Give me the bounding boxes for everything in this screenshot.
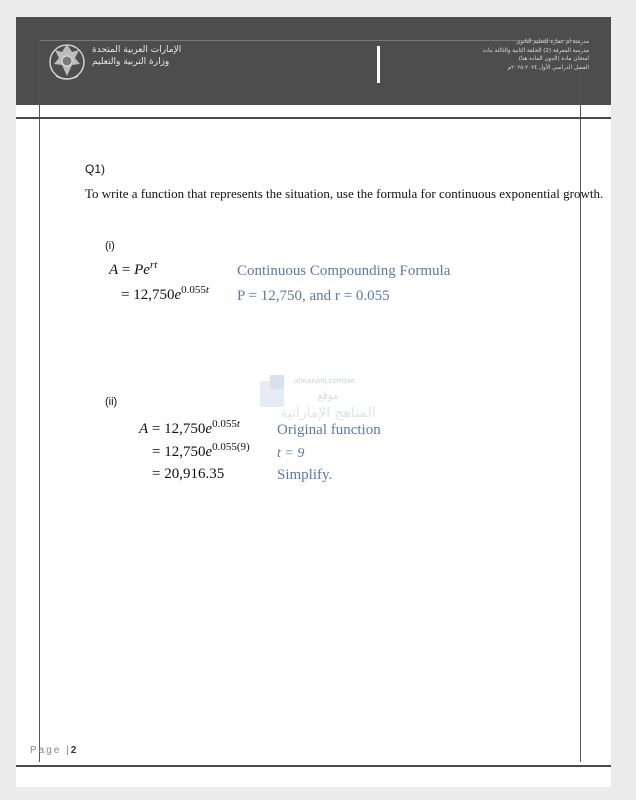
page-frame-right: [580, 40, 581, 762]
evaluation-line-2: = $12,750e^{0.055(9)}$: [152, 441, 250, 460]
formula-note: Continuous Compounding Formula: [237, 263, 451, 279]
page-number: 2: [70, 745, 77, 756]
evaluation-line-3: = 20,916.35: [152, 466, 225, 482]
original-function-note: Original function: [277, 422, 381, 438]
page-footer: Page |2: [30, 745, 77, 756]
uae-emblem-icon: [46, 38, 88, 84]
simplify-note: Simplify.: [277, 467, 333, 483]
watermark-url: almanahj.com/ae: [294, 377, 355, 385]
watermark-logo: [258, 373, 378, 423]
school-line-1: مدرسة أم عمارة للتعليم الثانوي: [515, 39, 589, 45]
school-line-2: مدرسة المعرفة (2) الحلقة الثانية والثالثة بنات: [482, 47, 589, 54]
evaluation-line-1: $A = 12,750e^{0.055t}$: [139, 418, 240, 437]
school-line-4: الفصل الدراسي الأول ٢٠٢٤-٢٠٢٥م: [507, 64, 589, 71]
ministry-line-2: وزارة التربية والتعليم: [92, 57, 170, 67]
formula-general: $A = Pe^{rt}$: [109, 259, 158, 278]
ministry-name: [92, 44, 197, 68]
page-label: Page: [30, 745, 62, 756]
watermark-text-bottom: المناهج الإماراتية: [280, 405, 376, 421]
header-rule: [16, 117, 611, 119]
part-i-label: (i): [105, 240, 115, 252]
principal-value: 12,750: [164, 421, 206, 437]
school-line-3: امتحان مادة (الدون المادة هنا): [518, 56, 589, 62]
question-number: Q1): [85, 162, 106, 176]
final-result: 20,916.35: [164, 466, 225, 482]
footer-rule: [16, 765, 611, 767]
question-instruction: To write a function that represents the situation, use the formula for continuous exponential growth.: [85, 186, 604, 201]
school-info: [455, 38, 589, 72]
time-substitution-note: t = 9: [277, 446, 305, 461]
substitution-note: P = 12,750, and r = 0.055: [237, 288, 390, 304]
formula-substituted: = $12,750e^{0.055t}$: [121, 284, 209, 303]
part-ii-label: (ii): [105, 396, 118, 408]
page-frame-left: [39, 40, 40, 762]
watermark-text-top: موقع: [317, 391, 339, 402]
ministry-line-1: الإمارات العربية المتحدة: [92, 45, 182, 55]
header-divider: [377, 46, 380, 83]
